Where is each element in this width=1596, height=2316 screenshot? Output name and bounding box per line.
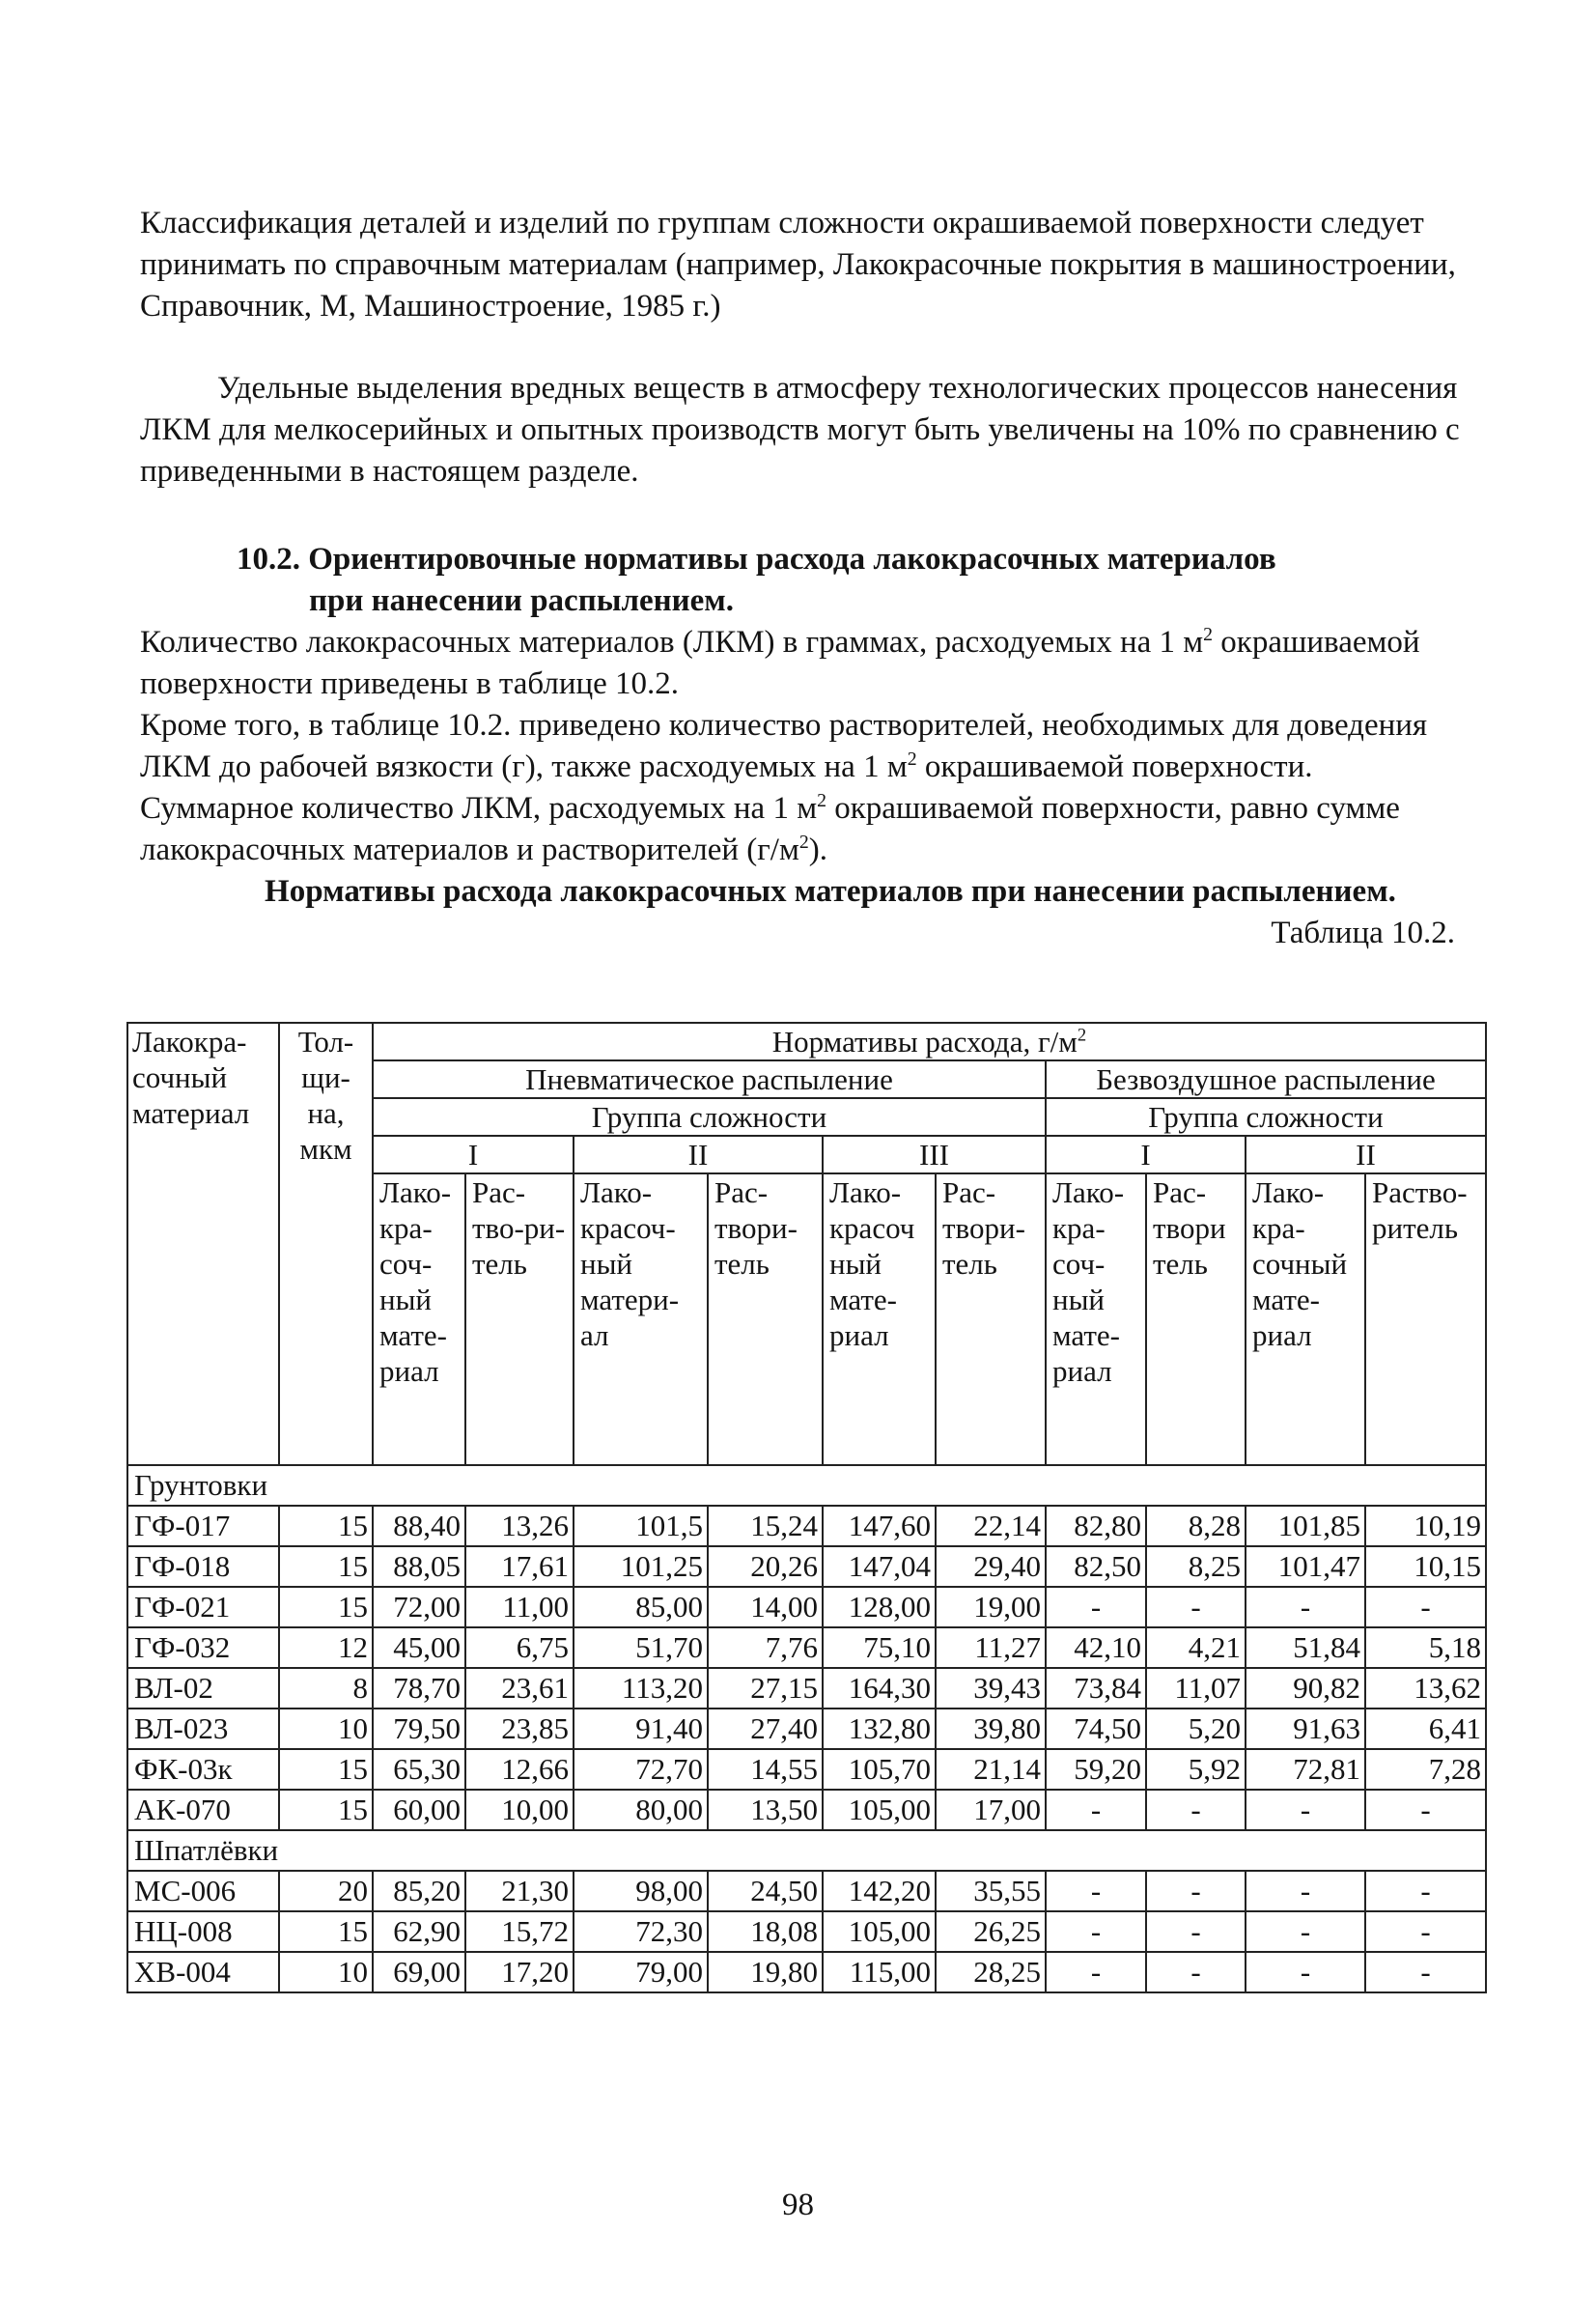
table-cell: 21,14: [936, 1749, 1046, 1790]
table-cell: 15,24: [708, 1506, 823, 1546]
section-heading: [140, 539, 1463, 622]
table-cell: -: [1146, 1587, 1246, 1627]
table-cell: 28,25: [936, 1952, 1046, 1992]
thickness-cell: 10: [279, 1952, 373, 1992]
superscript: 2: [798, 832, 809, 853]
table-cell: 4,21: [1146, 1627, 1246, 1668]
intro-paragraph-1: Классификация деталей и изделий по группам сложности окрашиваемой поверхности следует принимать по справочным материалам (например, Лакокрасочные покрытия в машиностроении, Справочник, М, Машиностроение, 1985 г.): [140, 206, 1456, 324]
section-heading-line-2: при нанесении распылением.: [309, 583, 735, 618]
header-col-paint: Лако-красоч ный мате-риал: [823, 1173, 936, 1465]
table-cell: 72,00: [373, 1587, 465, 1627]
header-material: Лакокра-сочный материал: [127, 1023, 279, 1465]
header-group-airless-2: II: [1246, 1136, 1486, 1173]
header-group-1: I: [373, 1136, 574, 1173]
table-cell: 17,00: [936, 1790, 1046, 1830]
table-cell: 62,90: [373, 1911, 465, 1952]
intro-paragraph-2: Удельные выделения вредных веществ в атмосферу технологических процессов нанесения ЛКМ для мелкосерийных и опытных производств могут быть увеличены на 10% по сравнению с приведенными в настоящем разделе.: [140, 371, 1460, 489]
header-pneumatic: Пневматическое распыление: [373, 1060, 1046, 1098]
table-cell: 29,40: [936, 1546, 1046, 1587]
table-cell: -: [1246, 1871, 1365, 1911]
section-paragraph-1: [140, 622, 1463, 705]
table-cell: 105,00: [823, 1790, 936, 1830]
table-cell: 85,00: [574, 1587, 708, 1627]
table-row: [127, 1587, 1486, 1627]
table-cell: 15,72: [465, 1911, 574, 1952]
table-cell: 51,70: [574, 1627, 708, 1668]
table-cell: 14,00: [708, 1587, 823, 1627]
table-cell: 10,15: [1365, 1546, 1486, 1587]
table-title: Нормативы расхода лакокрасочных материалов при нанесении распылением.: [265, 874, 1396, 909]
table-cell: 10,00: [465, 1790, 574, 1830]
table-cell: -: [1046, 1587, 1146, 1627]
text-fragment: окрашиваемой поверхности.: [916, 749, 1313, 784]
material-name-cell: ГФ-021: [127, 1587, 279, 1627]
table-cell: 101,85: [1246, 1506, 1365, 1546]
text-fragment: Суммарное количество ЛКМ, расходуемых на 1 м: [140, 791, 818, 826]
header-col-paint: Лако-кра-соч-ный мате-риал: [1046, 1173, 1146, 1465]
table-cell: -: [1246, 1911, 1365, 1952]
table-cell: 79,50: [373, 1709, 465, 1749]
material-name-cell: АК-070: [127, 1790, 279, 1830]
table-cell: -: [1146, 1952, 1246, 1992]
section-paragraph-3: [140, 788, 1463, 871]
table-cell: 13,26: [465, 1506, 574, 1546]
table-row: [127, 1871, 1486, 1911]
table-cell: 142,20: [823, 1871, 936, 1911]
table-cell: 105,00: [823, 1911, 936, 1952]
table-cell: 26,25: [936, 1911, 1046, 1952]
table-cell: 8,25: [1146, 1546, 1246, 1587]
superscript: 2: [817, 790, 826, 811]
header-col-paint: Лако-красоч-ный матери-ал: [574, 1173, 708, 1465]
table-cell: 24,50: [708, 1871, 823, 1911]
material-name-cell: НЦ-008: [127, 1911, 279, 1952]
table-row: [127, 1749, 1486, 1790]
table-cell: 85,20: [373, 1871, 465, 1911]
header-airless: Безвоздушное распыление: [1046, 1060, 1486, 1098]
header-col-solvent: Рас-твори-тель: [708, 1173, 823, 1465]
table-cell: -: [1246, 1790, 1365, 1830]
thickness-cell: 15: [279, 1546, 373, 1587]
header-group-pneumatic: Группа сложности: [373, 1098, 1046, 1136]
table-cell: 39,43: [936, 1668, 1046, 1709]
table-cell: 147,60: [823, 1506, 936, 1546]
table-cell: 11,07: [1146, 1668, 1246, 1709]
table-cell: -: [1246, 1587, 1365, 1627]
table-cell: 79,00: [574, 1952, 708, 1992]
thickness-cell: 12: [279, 1627, 373, 1668]
table-cell: 98,00: [574, 1871, 708, 1911]
table-cell: 27,15: [708, 1668, 823, 1709]
table-cell: 11,27: [936, 1627, 1046, 1668]
material-name-cell: ГФ-018: [127, 1546, 279, 1587]
header-col-solvent: Рас-тво-ри-тель: [465, 1173, 574, 1465]
thickness-cell: 15: [279, 1506, 373, 1546]
table-cell: -: [1365, 1911, 1486, 1952]
thickness-cell: 10: [279, 1709, 373, 1749]
table-cell: 147,04: [823, 1546, 936, 1587]
text-fragment: окрашиваемой поверхности, равно сумме лакокрасочных материалов и растворителей (г/м: [140, 791, 1400, 867]
table-cell: -: [1146, 1911, 1246, 1952]
thickness-cell: 20: [279, 1871, 373, 1911]
group-primers-label: Грунтовки: [127, 1465, 1486, 1506]
table-cell: -: [1046, 1790, 1146, 1830]
material-name-cell: ВЛ-02: [127, 1668, 279, 1709]
header-group-3: III: [823, 1136, 1046, 1173]
table-cell: 5,92: [1146, 1749, 1246, 1790]
table-cell: 88,40: [373, 1506, 465, 1546]
table-cell: 78,70: [373, 1668, 465, 1709]
table-number: Таблица 10.2.: [1271, 916, 1455, 950]
table-row: [127, 1668, 1486, 1709]
table-cell: 69,00: [373, 1952, 465, 1992]
material-name-cell: ФК-03к: [127, 1749, 279, 1790]
table-cell: -: [1365, 1871, 1486, 1911]
text-fragment: ).: [808, 833, 827, 867]
table-cell: 21,30: [465, 1871, 574, 1911]
table-cell: 101,5: [574, 1506, 708, 1546]
header-col-paint: Лако-кра-сочный мате-риал: [1246, 1173, 1365, 1465]
table-row: [127, 1627, 1486, 1668]
table-cell: 164,30: [823, 1668, 936, 1709]
table-cell: 6,41: [1365, 1709, 1486, 1749]
table-cell: 12,66: [465, 1749, 574, 1790]
table-cell: -: [1365, 1790, 1486, 1830]
header-col-solvent: Раство-ритель: [1365, 1173, 1486, 1465]
table-row: [127, 1952, 1486, 1992]
table-cell: -: [1046, 1871, 1146, 1911]
thickness-cell: 8: [279, 1668, 373, 1709]
table-row: [127, 1506, 1486, 1546]
table-row: [127, 1546, 1486, 1587]
table-cell: 90,82: [1246, 1668, 1365, 1709]
superscript: 2: [907, 748, 917, 770]
putties-rows: [127, 1871, 1486, 1992]
text-fragment: Количество лакокрасочных материалов (ЛКМ) в граммах, расходуемых на 1 м: [140, 625, 1204, 660]
header-group-airless-1: I: [1046, 1136, 1246, 1173]
primers-rows: [127, 1506, 1486, 1830]
table-cell: 72,81: [1246, 1749, 1365, 1790]
table-cell: 88,05: [373, 1546, 465, 1587]
table-cell: -: [1146, 1790, 1246, 1830]
table-cell: 45,00: [373, 1627, 465, 1668]
table-cell: 105,70: [823, 1749, 936, 1790]
table-cell: 14,55: [708, 1749, 823, 1790]
table-cell: 42,10: [1046, 1627, 1146, 1668]
table-cell: 19,80: [708, 1952, 823, 1992]
header-group-airless: Группа сложности: [1046, 1098, 1486, 1136]
section-paragraph-2: [140, 705, 1463, 788]
table-cell: 35,55: [936, 1871, 1046, 1911]
table-cell: 19,00: [936, 1587, 1046, 1627]
thickness-cell: 15: [279, 1790, 373, 1830]
table-cell: 80,00: [574, 1790, 708, 1830]
table-cell: 91,63: [1246, 1709, 1365, 1749]
material-name-cell: ВЛ-023: [127, 1709, 279, 1749]
table-row: [127, 1790, 1486, 1830]
table-cell: 39,80: [936, 1709, 1046, 1749]
table-cell: 74,50: [1046, 1709, 1146, 1749]
table-cell: 5,18: [1365, 1627, 1486, 1668]
page-number: 98: [782, 2188, 814, 2222]
table-cell: 13,62: [1365, 1668, 1486, 1709]
material-name-cell: ХВ-004: [127, 1952, 279, 1992]
material-name-cell: ГФ-017: [127, 1506, 279, 1546]
table-cell: 65,30: [373, 1749, 465, 1790]
header-norms: [373, 1023, 1486, 1060]
table-cell: 91,40: [574, 1709, 708, 1749]
header-thickness: Тол-щи-на, мкм: [279, 1023, 373, 1465]
norms-table: [126, 1022, 1487, 1993]
document-page: [140, 203, 1463, 954]
table-cell: 51,84: [1246, 1627, 1365, 1668]
section-heading-line-1: 10.2. Ориентировочные нормативы расхода лакокрасочных материалов: [237, 542, 1276, 577]
text-fragment: окрашиваемой поверхности приведены в таблице 10.2.: [140, 625, 1420, 701]
table-cell: 20,26: [708, 1546, 823, 1587]
header-col-solvent: Рас-твори-тель: [936, 1173, 1046, 1465]
table-cell: 115,00: [823, 1952, 936, 1992]
table-row: [127, 1911, 1486, 1952]
table-cell: 73,84: [1046, 1668, 1146, 1709]
table-cell: 101,25: [574, 1546, 708, 1587]
table-cell: 82,80: [1046, 1506, 1146, 1546]
table-cell: 6,75: [465, 1627, 574, 1668]
table-cell: 17,61: [465, 1546, 574, 1587]
material-name-cell: МС-006: [127, 1871, 279, 1911]
group-putties-label: Шпатлёвки: [127, 1830, 1486, 1871]
table-cell: -: [1365, 1587, 1486, 1627]
table-cell: 7,28: [1365, 1749, 1486, 1790]
table-cell: -: [1046, 1911, 1146, 1952]
table-cell: 59,20: [1046, 1749, 1146, 1790]
table-cell: 8,28: [1146, 1506, 1246, 1546]
table-cell: 23,85: [465, 1709, 574, 1749]
table-cell: 101,47: [1246, 1546, 1365, 1587]
table-cell: -: [1046, 1952, 1146, 1992]
table-cell: 11,00: [465, 1587, 574, 1627]
table-cell: 5,20: [1146, 1709, 1246, 1749]
thickness-cell: 15: [279, 1749, 373, 1790]
table-cell: 72,30: [574, 1911, 708, 1952]
table-cell: -: [1146, 1871, 1246, 1911]
table-cell: 17,20: [465, 1952, 574, 1992]
table-cell: -: [1246, 1952, 1365, 1992]
superscript: 2: [1203, 624, 1214, 645]
table-cell: 82,50: [1046, 1546, 1146, 1587]
table-cell: 7,76: [708, 1627, 823, 1668]
header-norms-text: Нормативы расхода, г/м: [771, 1025, 1078, 1059]
table-cell: 18,08: [708, 1911, 823, 1952]
superscript: 2: [1077, 1025, 1087, 1046]
table-cell: 22,14: [936, 1506, 1046, 1546]
table-cell: 60,00: [373, 1790, 465, 1830]
header-group-2: II: [574, 1136, 823, 1173]
table-cell: 13,50: [708, 1790, 823, 1830]
table-cell: 132,80: [823, 1709, 936, 1749]
table-cell: 72,70: [574, 1749, 708, 1790]
table-cell: 23,61: [465, 1668, 574, 1709]
material-name-cell: ГФ-032: [127, 1627, 279, 1668]
header-col-solvent: Рас-твори тель: [1146, 1173, 1246, 1465]
text-fragment: Кроме того, в таблице 10.2. приведено количество растворителей, необходимых для доведения ЛКМ до рабочей вязкости (г), также расходуемых на 1 м: [140, 708, 1428, 784]
table-cell: 128,00: [823, 1587, 936, 1627]
table-cell: 10,19: [1365, 1506, 1486, 1546]
table-cell: 75,10: [823, 1627, 936, 1668]
table-row: [127, 1709, 1486, 1749]
header-col-paint: Лако-кра-соч-ный мате-риал: [373, 1173, 465, 1465]
table-cell: 27,40: [708, 1709, 823, 1749]
thickness-cell: 15: [279, 1587, 373, 1627]
table-cell: 113,20: [574, 1668, 708, 1709]
table-cell: -: [1365, 1952, 1486, 1992]
thickness-cell: 15: [279, 1911, 373, 1952]
